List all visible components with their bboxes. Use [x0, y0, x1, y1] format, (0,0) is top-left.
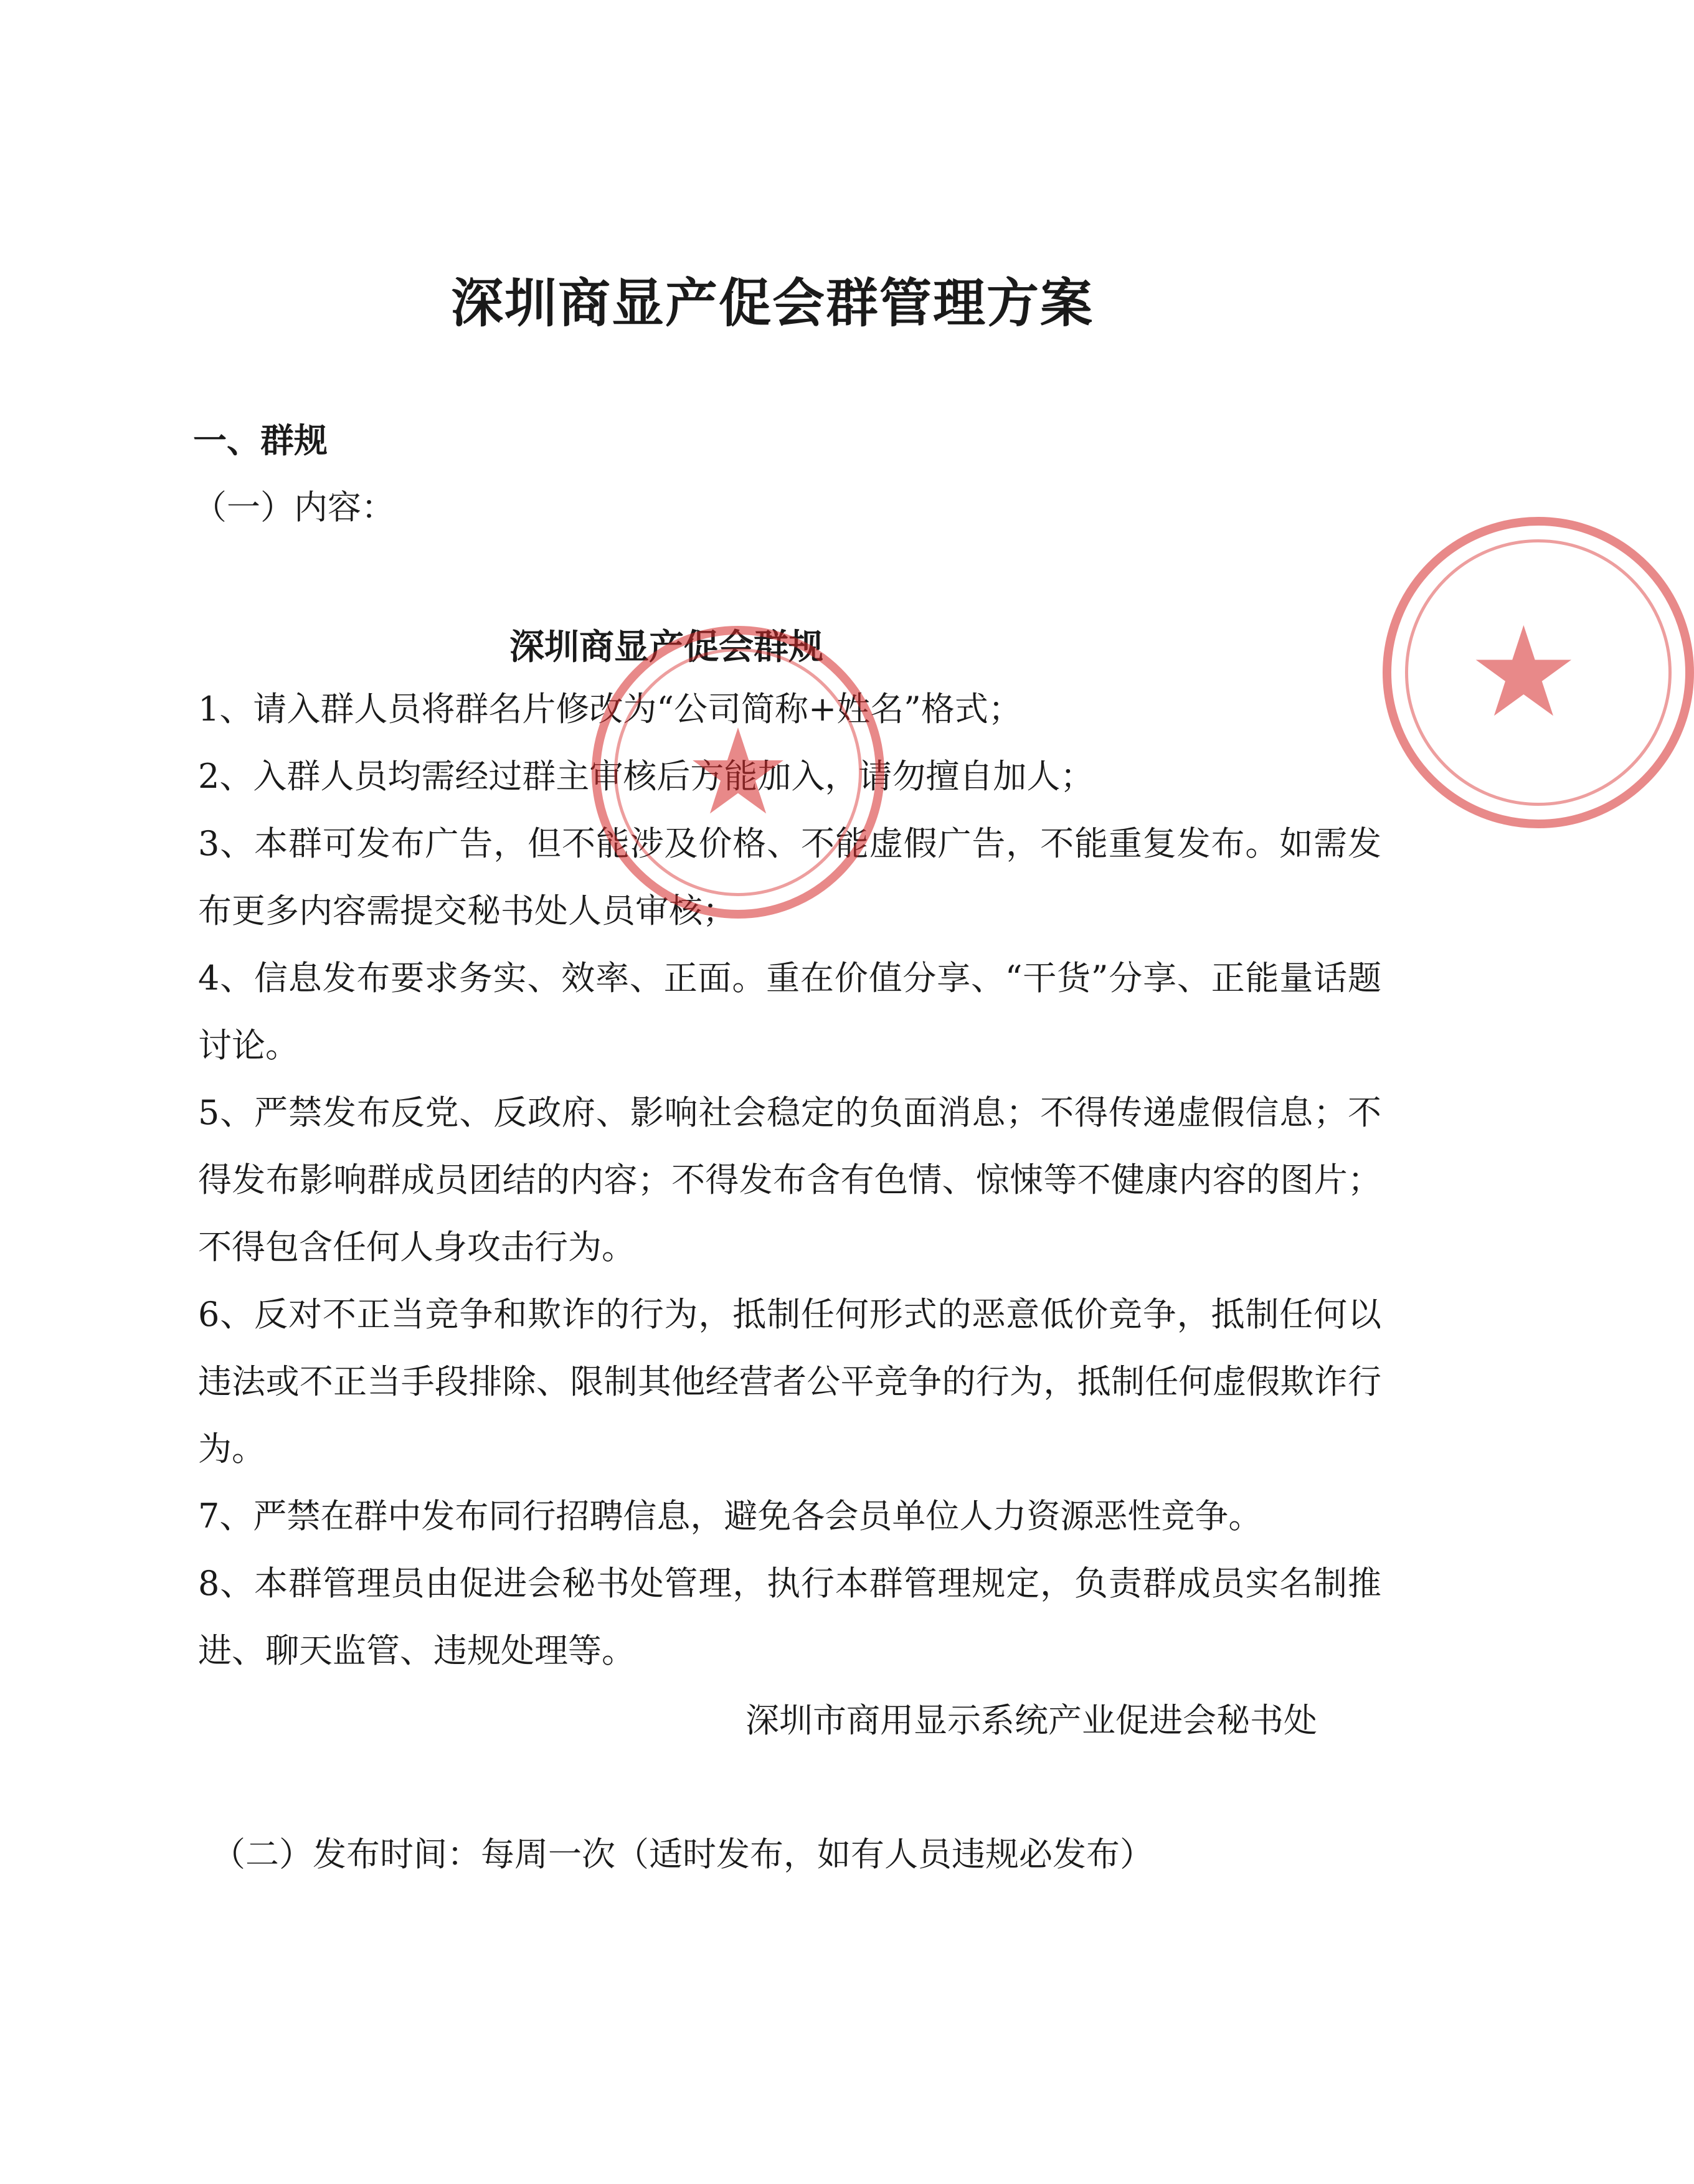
official-seal-stamp-edge	[1383, 517, 1694, 828]
rule-item: 4、信息发布要求务实、效率、正面。重在价值分享、“干货”分享、正能量话题讨论。	[198, 958, 1381, 1065]
rule-item: 6、反对不正当竞争和欺诈的行为，抵制任何形式的恶意低价竞争，抵制任何以违法或不正当手段排除、限制其他经营者公平竞争的行为，抵制任何虚假欺诈行为。	[198, 1295, 1381, 1468]
section-heading: 一、群规	[193, 421, 328, 460]
rule-item: 2、入群人员均需经过群主审核后方能加入，请勿擅自加人；	[198, 757, 1094, 796]
rule-item: 7、严禁在群中发布同行招聘信息，避免各会员单位人力资源恶性竞争。	[198, 1496, 1262, 1536]
star-icon: ★	[1467, 600, 1580, 745]
rules-title: 深圳商显产促会群规	[509, 627, 823, 668]
sub-heading-content: （一）内容：	[193, 488, 395, 527]
document-title: 深圳商显产促会群管理方案	[450, 273, 1094, 334]
rule-item: 3、本群可发布广告，但不能涉及价格、不能虚假广告，不能重复发布。如需发布更多内容需提交秘书处人员审核；	[198, 824, 1381, 930]
rule-item: 5、严禁发布反党、反政府、影响社会稳定的负面消息；不得传递虚假信息；不得发布影响群成员团结的内容；不得发布含有色情、惊悚等不健康内容的图片；不得包含任何人身攻击行为。	[198, 1093, 1381, 1267]
official-seal-stamp	[592, 626, 884, 919]
publish-time: （二）发布时间：每周一次（适时发布，如有人员违规必发布）	[212, 1835, 1153, 1874]
signature: 深圳市商用显示系统产业促进会秘书处	[745, 1701, 1317, 1740]
star-icon: ★	[684, 703, 792, 841]
rule-item: 8、本群管理员由促进会秘书处管理，执行本群管理规定，负责群成员实名制推进、聊天监管、违规处理等。	[198, 1564, 1381, 1670]
rule-item: 1、请入群人员将群名片修改为“公司简称+姓名”格式；	[198, 689, 1022, 729]
